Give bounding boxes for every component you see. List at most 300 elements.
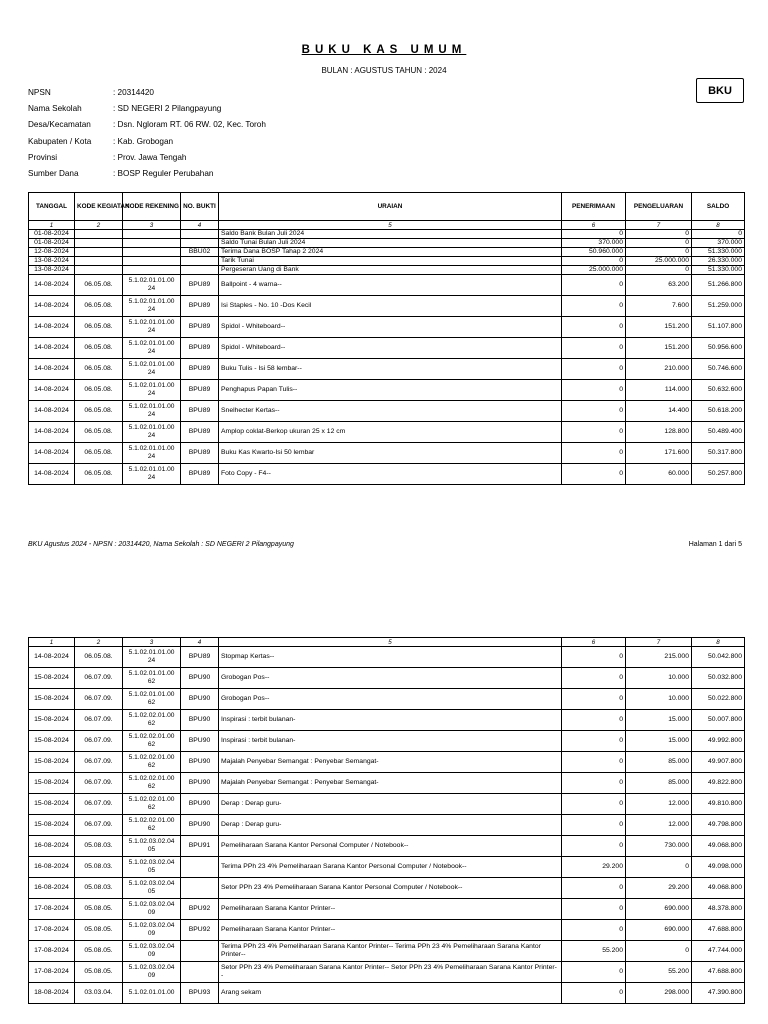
balance-cell: 50.257.800 xyxy=(692,464,745,485)
info-value: : Kab. Grobogan xyxy=(113,136,174,146)
income-cell: 0 xyxy=(562,878,626,899)
date-cell: 14-08-2024 xyxy=(29,275,75,296)
balance-cell: 50.317.800 xyxy=(692,443,745,464)
table-row xyxy=(29,899,745,920)
table-row xyxy=(29,443,745,464)
account-code-cell: 5.1.02.01.01.00 24 xyxy=(123,359,181,380)
expense-cell: 55.200 xyxy=(626,962,692,983)
income-cell: 0 xyxy=(562,230,626,239)
receipt-number-cell xyxy=(181,962,219,983)
table-row xyxy=(29,983,745,1004)
description-cell: Majalah Penyebar Semangat : Penyebar Semangat- xyxy=(219,773,562,794)
date-cell: 14-08-2024 xyxy=(29,443,75,464)
income-cell: 50.960.000 xyxy=(562,248,626,257)
table-row xyxy=(29,266,745,275)
column-number: 3 xyxy=(123,638,181,647)
date-cell: 14-08-2024 xyxy=(29,296,75,317)
expense-cell: 171.600 xyxy=(626,443,692,464)
activity-code-cell: 06.05.08. xyxy=(75,296,123,317)
expense-cell: 215.000 xyxy=(626,647,692,668)
table-row xyxy=(29,920,745,941)
description-cell: Majalah Penyebar Semangat : Penyebar Semangat- xyxy=(219,752,562,773)
date-cell: 01-08-2024 xyxy=(29,239,75,248)
account-code-cell: 5.1.02.02.01.00 62 xyxy=(123,752,181,773)
date-cell: 15-08-2024 xyxy=(29,773,75,794)
activity-code-cell xyxy=(75,257,123,266)
footer-page-number: Halaman 1 dari 5 xyxy=(688,541,742,548)
table-row xyxy=(29,338,745,359)
expense-cell: 0 xyxy=(626,941,692,962)
expense-cell: 0 xyxy=(626,266,692,275)
expense-cell: 128.800 xyxy=(626,422,692,443)
income-cell: 0 xyxy=(562,647,626,668)
income-cell: 0 xyxy=(562,731,626,752)
income-cell: 0 xyxy=(562,752,626,773)
column-header: NO. BUKTI xyxy=(181,193,219,221)
balance-cell: 49.992.800 xyxy=(692,731,745,752)
receipt-number-cell: BPU90 xyxy=(181,710,219,731)
account-code-cell: 5.1.02.01.01.00 24 xyxy=(123,647,181,668)
activity-code-cell: 06.05.08. xyxy=(75,338,123,359)
description-cell: Inspirasi : terbit bulanan- xyxy=(219,710,562,731)
info-row xyxy=(28,153,266,169)
receipt-number-cell: BPU89 xyxy=(181,275,219,296)
receipt-number-cell: BPU91 xyxy=(181,836,219,857)
table-row xyxy=(29,836,745,857)
income-cell: 0 xyxy=(562,380,626,401)
activity-code-cell: 06.07.09. xyxy=(75,773,123,794)
income-cell: 0 xyxy=(562,359,626,380)
date-cell: 17-08-2024 xyxy=(29,899,75,920)
balance-cell: 48.378.800 xyxy=(692,899,745,920)
account-code-cell: 5.1.02.01.01.00 24 xyxy=(123,380,181,401)
activity-code-cell: 06.05.08. xyxy=(75,359,123,380)
balance-cell: 50.746.600 xyxy=(692,359,745,380)
column-header: TANGGAL xyxy=(29,193,75,221)
receipt-number-cell: BPU90 xyxy=(181,773,219,794)
expense-cell: 12.000 xyxy=(626,815,692,836)
account-code-cell: 5.1.02.01.01.00 24 xyxy=(123,464,181,485)
info-label: Nama Sekolah xyxy=(28,104,82,114)
income-cell: 0 xyxy=(562,836,626,857)
expense-cell: 60.000 xyxy=(626,464,692,485)
expense-cell: 690.000 xyxy=(626,899,692,920)
date-cell: 14-08-2024 xyxy=(29,647,75,668)
column-number: 7 xyxy=(626,638,692,647)
account-code-cell: 5.1.02.02.01.00 62 xyxy=(123,710,181,731)
balance-cell: 51.330.000 xyxy=(692,266,745,275)
receipt-number-cell xyxy=(181,257,219,266)
info-row xyxy=(28,120,266,136)
activity-code-cell: 06.07.09. xyxy=(75,731,123,752)
expense-cell: 85.000 xyxy=(626,752,692,773)
income-cell: 0 xyxy=(562,317,626,338)
activity-code-cell: 05.08.05. xyxy=(75,899,123,920)
income-cell: 0 xyxy=(562,689,626,710)
table-row xyxy=(29,689,745,710)
activity-code-cell: 05.08.05. xyxy=(75,962,123,983)
receipt-number-cell: BPU90 xyxy=(181,689,219,710)
activity-code-cell: 03.03.04. xyxy=(75,983,123,1004)
expense-cell: 151.200 xyxy=(626,317,692,338)
income-cell: 0 xyxy=(562,962,626,983)
column-header: KODE REKENING xyxy=(123,193,181,221)
description-cell: Terima Dana BOSP Tahap 2 2024 xyxy=(219,248,562,257)
receipt-number-cell: BPU90 xyxy=(181,731,219,752)
column-number: 7 xyxy=(626,221,692,230)
table-row xyxy=(29,941,745,962)
info-label: Sumber Dana xyxy=(28,168,79,178)
date-cell: 17-08-2024 xyxy=(29,962,75,983)
table-row xyxy=(29,248,745,257)
description-cell: Tarik Tunai xyxy=(219,257,562,266)
date-cell: 14-08-2024 xyxy=(29,464,75,485)
income-cell: 55.200 xyxy=(562,941,626,962)
table-row xyxy=(29,230,745,239)
description-cell: Inspirasi : terbit bulanan- xyxy=(219,731,562,752)
info-label: Kabupaten / Kota xyxy=(28,136,92,146)
account-code-cell xyxy=(123,257,181,266)
receipt-number-cell: BPU89 xyxy=(181,317,219,338)
date-cell: 01-08-2024 xyxy=(29,230,75,239)
account-code-cell: 5.1.02.01.01.00 24 xyxy=(123,317,181,338)
income-cell: 0 xyxy=(562,422,626,443)
income-cell: 0 xyxy=(562,257,626,266)
balance-cell: 51.266.800 xyxy=(692,275,745,296)
balance-cell: 51.107.800 xyxy=(692,317,745,338)
account-code-cell: 5.1.02.03.02.04 09 xyxy=(123,962,181,983)
description-cell: Terima PPh 23 4% Pemeliharaan Sarana Kantor Printer-- Terima PPh 23 4% Pemeliharaan Sarana Kantor Printer-- xyxy=(219,941,562,962)
description-cell: Amplop coklat-Berkop ukuran 25 x 12 cm xyxy=(219,422,562,443)
info-row xyxy=(28,169,266,185)
receipt-number-cell: BPU92 xyxy=(181,899,219,920)
date-cell: 14-08-2024 xyxy=(29,401,75,422)
balance-cell: 47.744.000 xyxy=(692,941,745,962)
date-cell: 14-08-2024 xyxy=(29,422,75,443)
description-cell: Pemeliharaan Sarana Kantor Printer-- xyxy=(219,899,562,920)
activity-code-cell xyxy=(75,248,123,257)
expense-cell: 0 xyxy=(626,248,692,257)
expense-cell: 15.000 xyxy=(626,731,692,752)
receipt-number-cell: BPU89 xyxy=(181,296,219,317)
page-title: BUKU KAS UMUM xyxy=(301,44,467,56)
balance-cell: 51.259.000 xyxy=(692,296,745,317)
activity-code-cell: 06.07.09. xyxy=(75,668,123,689)
account-code-cell: 5.1.02.01.01.00 62 xyxy=(123,668,181,689)
description-cell: Pemeliharaan Sarana Kantor Personal Computer / Notebook-- xyxy=(219,836,562,857)
date-cell: 17-08-2024 xyxy=(29,941,75,962)
column-number: 2 xyxy=(75,638,123,647)
balance-cell: 49.810.800 xyxy=(692,794,745,815)
column-number: 4 xyxy=(181,638,219,647)
balance-cell: 50.618.200 xyxy=(692,401,745,422)
table-row xyxy=(29,752,745,773)
description-cell: Saldo Bank Bulan Juli 2024 xyxy=(219,230,562,239)
date-cell: 15-08-2024 xyxy=(29,794,75,815)
income-cell: 0 xyxy=(562,668,626,689)
ledger-table-page-1 xyxy=(28,192,745,485)
account-code-cell xyxy=(123,248,181,257)
date-cell: 17-08-2024 xyxy=(29,920,75,941)
activity-code-cell: 06.07.09. xyxy=(75,710,123,731)
info-row xyxy=(28,88,266,104)
balance-cell: 47.688.800 xyxy=(692,920,745,941)
receipt-number-cell: BPU90 xyxy=(181,815,219,836)
expense-cell: 63.200 xyxy=(626,275,692,296)
school-info xyxy=(28,88,266,185)
column-header: KODE KEGIATAN xyxy=(75,193,123,221)
income-cell: 0 xyxy=(562,296,626,317)
description-cell: Snelhecter Kertas-- xyxy=(219,401,562,422)
receipt-number-cell: BPU90 xyxy=(181,668,219,689)
account-code-cell: 5.1.02.02.01.00 62 xyxy=(123,731,181,752)
column-number: 1 xyxy=(29,221,75,230)
balance-cell: 26.330.000 xyxy=(692,257,745,266)
income-cell: 0 xyxy=(562,710,626,731)
expense-cell: 0 xyxy=(626,857,692,878)
activity-code-cell: 06.05.08. xyxy=(75,380,123,401)
receipt-number-cell: BPU89 xyxy=(181,338,219,359)
activity-code-cell: 06.05.08. xyxy=(75,422,123,443)
income-cell: 0 xyxy=(562,275,626,296)
date-cell: 15-08-2024 xyxy=(29,710,75,731)
expense-cell: 0 xyxy=(626,230,692,239)
activity-code-cell: 05.08.03. xyxy=(75,857,123,878)
column-number: 8 xyxy=(692,221,745,230)
income-cell: 25.000.000 xyxy=(562,266,626,275)
expense-cell: 10.000 xyxy=(626,668,692,689)
date-cell: 16-08-2024 xyxy=(29,836,75,857)
balance-cell: 49.907.800 xyxy=(692,752,745,773)
activity-code-cell xyxy=(75,239,123,248)
table-row xyxy=(29,317,745,338)
info-row xyxy=(28,104,266,120)
account-code-cell: 5.1.02.01.01.00 24 xyxy=(123,401,181,422)
balance-cell: 50.632.600 xyxy=(692,380,745,401)
date-cell: 16-08-2024 xyxy=(29,878,75,899)
column-number: 6 xyxy=(562,638,626,647)
expense-cell: 25.000.000 xyxy=(626,257,692,266)
income-cell: 0 xyxy=(562,899,626,920)
table-row xyxy=(29,710,745,731)
income-cell: 0 xyxy=(562,794,626,815)
column-number: 3 xyxy=(123,221,181,230)
receipt-number-cell: BPU89 xyxy=(181,443,219,464)
description-cell: Terima PPh 23 4% Pemeliharaan Sarana Kantor Personal Computer / Notebook-- xyxy=(219,857,562,878)
table-row xyxy=(29,815,745,836)
income-cell: 0 xyxy=(562,815,626,836)
info-value: : Dsn. Ngloram RT. 06 RW. 02, Kec. Toroh xyxy=(113,120,266,130)
date-cell: 15-08-2024 xyxy=(29,689,75,710)
column-number: 8 xyxy=(692,638,745,647)
description-cell: Derap : Derap guru- xyxy=(219,794,562,815)
table-row xyxy=(29,773,745,794)
receipt-number-cell: BPU89 xyxy=(181,401,219,422)
date-cell: 18-08-2024 xyxy=(29,983,75,1004)
info-label: Desa/Kecamatan xyxy=(28,120,91,130)
column-number: 4 xyxy=(181,221,219,230)
date-cell: 13-08-2024 xyxy=(29,257,75,266)
receipt-number-cell: BPU89 xyxy=(181,464,219,485)
description-cell: Buku Kas Kwarto-Isi 50 lembar xyxy=(219,443,562,464)
account-code-cell xyxy=(123,266,181,275)
table-row xyxy=(29,422,745,443)
income-cell: 0 xyxy=(562,443,626,464)
activity-code-cell: 05.08.05. xyxy=(75,941,123,962)
balance-cell: 49.098.000 xyxy=(692,857,745,878)
column-header: PENERIMAAN xyxy=(562,193,626,221)
description-cell: Pergeseran Uang di Bank xyxy=(219,266,562,275)
income-cell: 0 xyxy=(562,983,626,1004)
date-cell: 15-08-2024 xyxy=(29,752,75,773)
expense-cell: 151.200 xyxy=(626,338,692,359)
expense-cell: 0 xyxy=(626,239,692,248)
description-cell: Grobogan Pos-- xyxy=(219,689,562,710)
description-cell: Arang sekam xyxy=(219,983,562,1004)
table-row xyxy=(29,962,745,983)
income-cell: 0 xyxy=(562,773,626,794)
receipt-number-cell: BPU89 xyxy=(181,647,219,668)
activity-code-cell: 06.07.09. xyxy=(75,815,123,836)
column-header: SALDO xyxy=(692,193,745,221)
column-number: 6 xyxy=(562,221,626,230)
balance-cell: 50.032.800 xyxy=(692,668,745,689)
column-header: URAIAN xyxy=(219,193,562,221)
receipt-number-cell xyxy=(181,857,219,878)
column-number: 5 xyxy=(219,221,562,230)
activity-code-cell: 05.08.03. xyxy=(75,836,123,857)
receipt-number-cell xyxy=(181,266,219,275)
balance-cell: 49.068.800 xyxy=(692,836,745,857)
table-row xyxy=(29,380,745,401)
balance-cell: 47.688.800 xyxy=(692,962,745,983)
activity-code-cell: 06.05.08. xyxy=(75,443,123,464)
description-cell: Pemeliharaan Sarana Kantor Printer-- xyxy=(219,920,562,941)
description-cell: Saldo Tunai Bulan Juli 2024 xyxy=(219,239,562,248)
account-code-cell: 5.1.02.03.02.04 09 xyxy=(123,899,181,920)
page-subtitle: BULAN : AGUSTUS TAHUN : 2024 xyxy=(321,66,447,75)
receipt-number-cell: BPU89 xyxy=(181,422,219,443)
expense-cell: 85.000 xyxy=(626,773,692,794)
table-row xyxy=(29,257,745,266)
description-cell: Stopmap Kertas-- xyxy=(219,647,562,668)
date-cell: 14-08-2024 xyxy=(29,317,75,338)
activity-code-cell: 06.07.09. xyxy=(75,689,123,710)
expense-cell: 730.000 xyxy=(626,836,692,857)
activity-code-cell: 06.05.08. xyxy=(75,317,123,338)
receipt-number-cell xyxy=(181,878,219,899)
income-cell: 370.000 xyxy=(562,239,626,248)
info-value: : Prov. Jawa Tengah xyxy=(113,152,187,162)
activity-code-cell: 06.07.09. xyxy=(75,794,123,815)
info-label: NPSN xyxy=(28,88,51,97)
activity-code-cell: 06.05.08. xyxy=(75,401,123,422)
column-number: 1 xyxy=(29,638,75,647)
receipt-number-cell: BPU90 xyxy=(181,752,219,773)
description-cell: Spidol - Whiteboard-- xyxy=(219,338,562,359)
account-code-cell: 5.1.02.03.02.04 09 xyxy=(123,941,181,962)
table-row xyxy=(29,401,745,422)
receipt-number-cell xyxy=(181,941,219,962)
expense-cell: 14.400 xyxy=(626,401,692,422)
date-cell: 12-08-2024 xyxy=(29,248,75,257)
table-row xyxy=(29,731,745,752)
account-code-cell: 5.1.02.01.01.00 24 xyxy=(123,443,181,464)
description-cell: Derap : Derap guru- xyxy=(219,815,562,836)
table-row xyxy=(29,857,745,878)
account-code-cell: 5.1.02.01.01.00 24 xyxy=(123,275,181,296)
description-cell: Isi Staples - No. 10 -Dos Kecil xyxy=(219,296,562,317)
balance-cell: 47.390.800 xyxy=(692,983,745,1004)
date-cell: 14-08-2024 xyxy=(29,359,75,380)
account-code-cell: 5.1.02.03.02.04 05 xyxy=(123,836,181,857)
balance-cell: 50.956.600 xyxy=(692,338,745,359)
receipt-number-cell xyxy=(181,230,219,239)
account-code-cell: 5.1.02.03.02.04 05 xyxy=(123,857,181,878)
account-code-cell: 5.1.02.02.01.00 62 xyxy=(123,815,181,836)
column-number: 2 xyxy=(75,221,123,230)
ledger-table-page-2 xyxy=(28,637,745,1004)
date-cell: 13-08-2024 xyxy=(29,266,75,275)
expense-cell: 298.000 xyxy=(626,983,692,1004)
expense-cell: 690.000 xyxy=(626,920,692,941)
table-row xyxy=(29,359,745,380)
income-cell: 29.200 xyxy=(562,857,626,878)
activity-code-cell xyxy=(75,230,123,239)
balance-cell: 51.330.000 xyxy=(692,248,745,257)
income-cell: 0 xyxy=(562,338,626,359)
table-row xyxy=(29,275,745,296)
activity-code-cell: 06.07.09. xyxy=(75,752,123,773)
account-code-cell: 5.1.02.02.01.00 62 xyxy=(123,794,181,815)
info-label: Provinsi xyxy=(28,152,58,162)
activity-code-cell: 05.08.05. xyxy=(75,920,123,941)
balance-cell: 50.007.800 xyxy=(692,710,745,731)
expense-cell: 114.000 xyxy=(626,380,692,401)
account-code-cell: 5.1.02.02.01.00 62 xyxy=(123,773,181,794)
activity-code-cell xyxy=(75,266,123,275)
activity-code-cell: 06.05.08. xyxy=(75,647,123,668)
description-cell: Ballpoint - 4 warna-- xyxy=(219,275,562,296)
receipt-number-cell: BPU93 xyxy=(181,983,219,1004)
income-cell: 0 xyxy=(562,464,626,485)
date-cell: 15-08-2024 xyxy=(29,668,75,689)
income-cell: 0 xyxy=(562,401,626,422)
activity-code-cell: 05.08.03. xyxy=(75,878,123,899)
balance-cell: 49.798.800 xyxy=(692,815,745,836)
description-cell: Foto Copy - F4-- xyxy=(219,464,562,485)
receipt-number-cell: BPU92 xyxy=(181,920,219,941)
expense-cell: 7.600 xyxy=(626,296,692,317)
receipt-number-cell: BPU90 xyxy=(181,794,219,815)
expense-cell: 10.000 xyxy=(626,689,692,710)
table-row xyxy=(29,464,745,485)
table-row xyxy=(29,668,745,689)
account-code-cell: 5.1.02.03.02.04 09 xyxy=(123,920,181,941)
column-header: PENGELUARAN xyxy=(626,193,692,221)
date-cell: 15-08-2024 xyxy=(29,815,75,836)
date-cell: 14-08-2024 xyxy=(29,380,75,401)
income-cell: 0 xyxy=(562,920,626,941)
activity-code-cell: 06.05.08. xyxy=(75,464,123,485)
account-code-cell xyxy=(123,230,181,239)
table-row xyxy=(29,296,745,317)
description-cell: Grobogan Pos-- xyxy=(219,668,562,689)
footer-document-info: BKU Agustus 2024 - NPSN : 20314420, Nama Sekolah : SD NEGERI 2 Pilangpayung xyxy=(28,541,294,548)
column-number: 5 xyxy=(219,638,562,647)
receipt-number-cell: BBU02 xyxy=(181,248,219,257)
receipt-number-cell: BPU89 xyxy=(181,380,219,401)
